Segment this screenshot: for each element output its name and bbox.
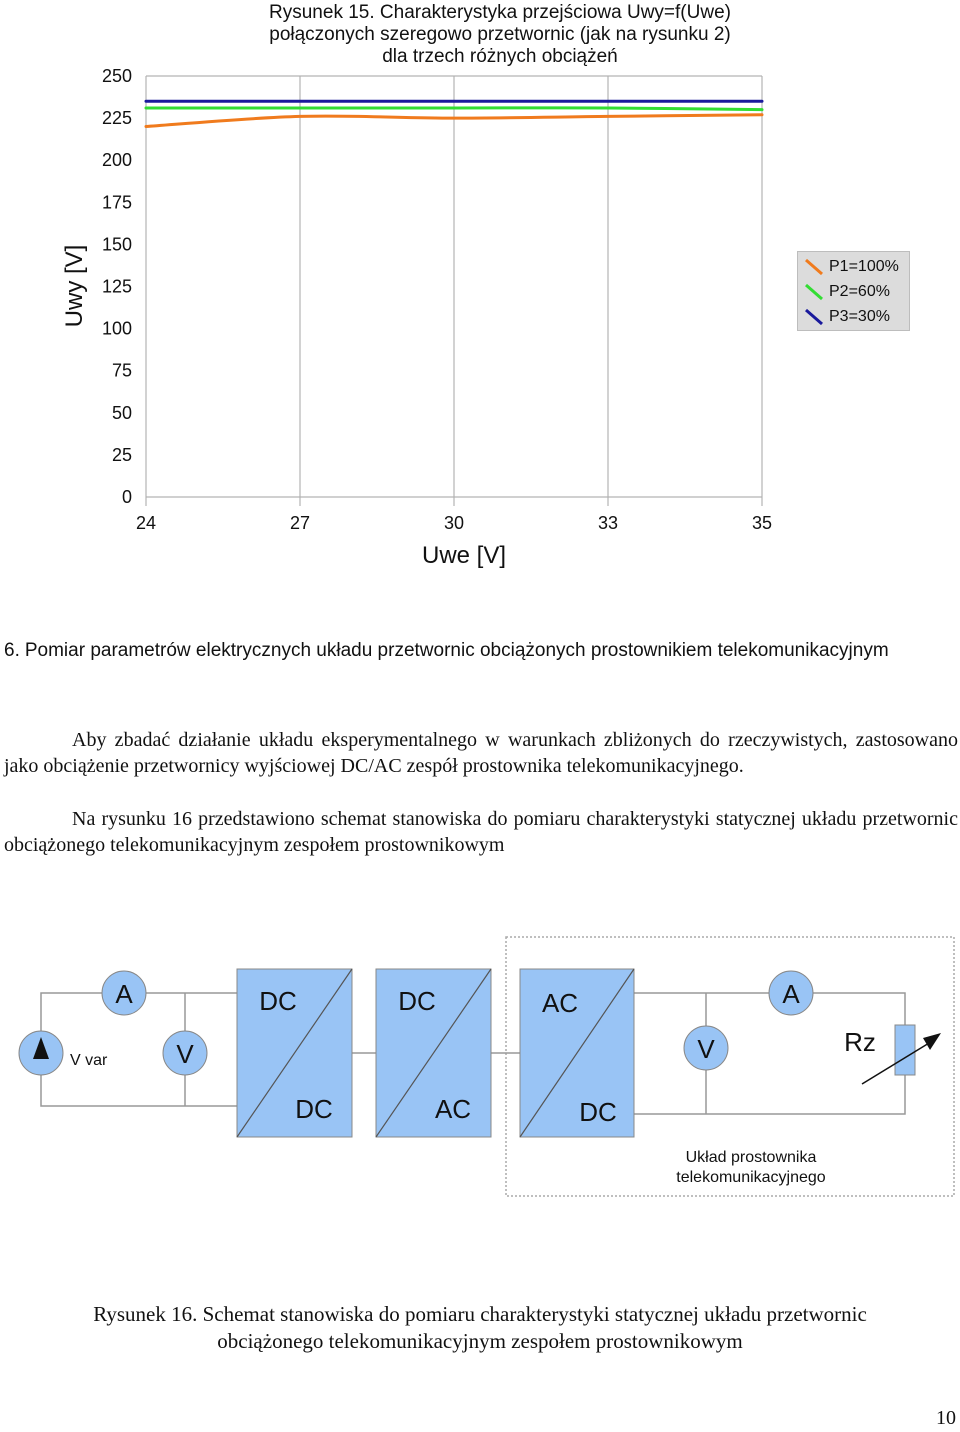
y-tick-label: 75 <box>111 360 132 381</box>
chart-legend <box>797 251 910 331</box>
input-ammeter-label: A <box>115 979 133 1009</box>
caption-line: obciążonego telekomunikacyjnym zespołem prostownikowym <box>217 1329 743 1353</box>
x-tick-labels <box>136 513 772 533</box>
block-1-top-label: DC <box>259 986 297 1016</box>
legend-label: P3=30% <box>829 308 890 325</box>
x-axis-title: Uwe [V] <box>421 542 507 569</box>
x-tick-label: 35 <box>751 513 773 533</box>
y-tick-label: 125 <box>101 276 132 297</box>
x-tick-label: 27 <box>289 513 311 533</box>
legend-label: P1=100% <box>829 258 899 275</box>
caption-line: Rysunek 16. Schemat stanowiska do pomiaru charakterystyki statycznej układu przetwornic <box>93 1302 867 1326</box>
figure-15-title-line: dla trzech różnych obciążeń <box>382 46 618 67</box>
legend-item <box>804 306 890 328</box>
block-1-bottom-label: DC <box>295 1094 333 1124</box>
y-tick-label: 225 <box>101 108 132 129</box>
legend-label: P2=60% <box>829 283 890 300</box>
figure-16-caption <box>30 1301 930 1355</box>
page-number: 10 <box>936 1407 956 1429</box>
load-label: Rz <box>844 1027 876 1057</box>
y-tick-label: 0 <box>121 487 132 507</box>
rectifier-label-line: Układ prostownika <box>685 1149 817 1166</box>
variable-voltage-source <box>19 1031 63 1075</box>
y-tick-label: 25 <box>111 444 132 465</box>
body-paragraph: Aby zbadać działanie układu eksperymentalnego w warunkach zbliżonych do rzeczywistych, zastosowano jako obciążenie przetwornicy wyjściowej DC/AC zespół prostownika telekomunikacyjnego. <box>4 729 958 777</box>
section-heading <box>4 638 944 663</box>
y-tick-label: 250 <box>101 66 132 86</box>
section-number: 6. <box>4 640 20 661</box>
output-ammeter-label: A <box>782 979 800 1009</box>
output-voltmeter-label: V <box>697 1034 715 1064</box>
figure-15-title-line: Rysunek 15. Charakterystyka przejściowa Uwy=f(Uwe) <box>269 2 731 23</box>
y-tick-label: 50 <box>111 402 132 423</box>
series-line-p2 <box>146 108 762 110</box>
y-tick-label: 100 <box>101 318 132 339</box>
section-title: Pomiar parametrów elektrycznych układu przetwornic obciążonych prostownikiem telekomunikacyjnym <box>24 640 889 661</box>
legend-swatch-p1 <box>804 257 824 277</box>
y-tick-label: 200 <box>101 150 132 171</box>
y-tick-labels <box>102 66 132 507</box>
x-tick-label: 24 <box>135 513 157 533</box>
x-tick-label: 33 <box>597 513 619 533</box>
y-tick-label: 175 <box>101 192 132 213</box>
y-tick-label: 150 <box>101 234 132 255</box>
x-tick-label: 30 <box>443 513 465 533</box>
block-2-bottom-label: AC <box>434 1094 472 1124</box>
legend-item <box>804 256 899 278</box>
input-voltmeter-label: V <box>176 1039 194 1069</box>
block-3-top-label: AC <box>541 988 579 1018</box>
block-3-bottom-label: DC <box>579 1097 617 1127</box>
legend-swatch-p3 <box>804 307 824 327</box>
y-axis-title: Uwy [V] <box>61 244 88 328</box>
rectifier-label-line: telekomunikacyjnego <box>676 1169 826 1186</box>
body-paragraph: Na rysunku 16 przedstawiono schemat stanowiska do pomiaru charakterystyki statycznej układu przetwornic obciążonego telekomunikacyjnym zespołem prostownikowym <box>4 808 958 856</box>
legend-swatch-p2 <box>804 282 824 302</box>
legend-item <box>804 281 890 303</box>
block-2-top-label: DC <box>398 986 436 1016</box>
figure-15-title-line: połączonych szeregowo przetwornic (jak na rysunku 2) <box>269 24 731 45</box>
test-bench-schematic <box>0 930 960 1260</box>
chart-grid <box>146 76 762 497</box>
source-label: V var <box>70 1052 108 1069</box>
